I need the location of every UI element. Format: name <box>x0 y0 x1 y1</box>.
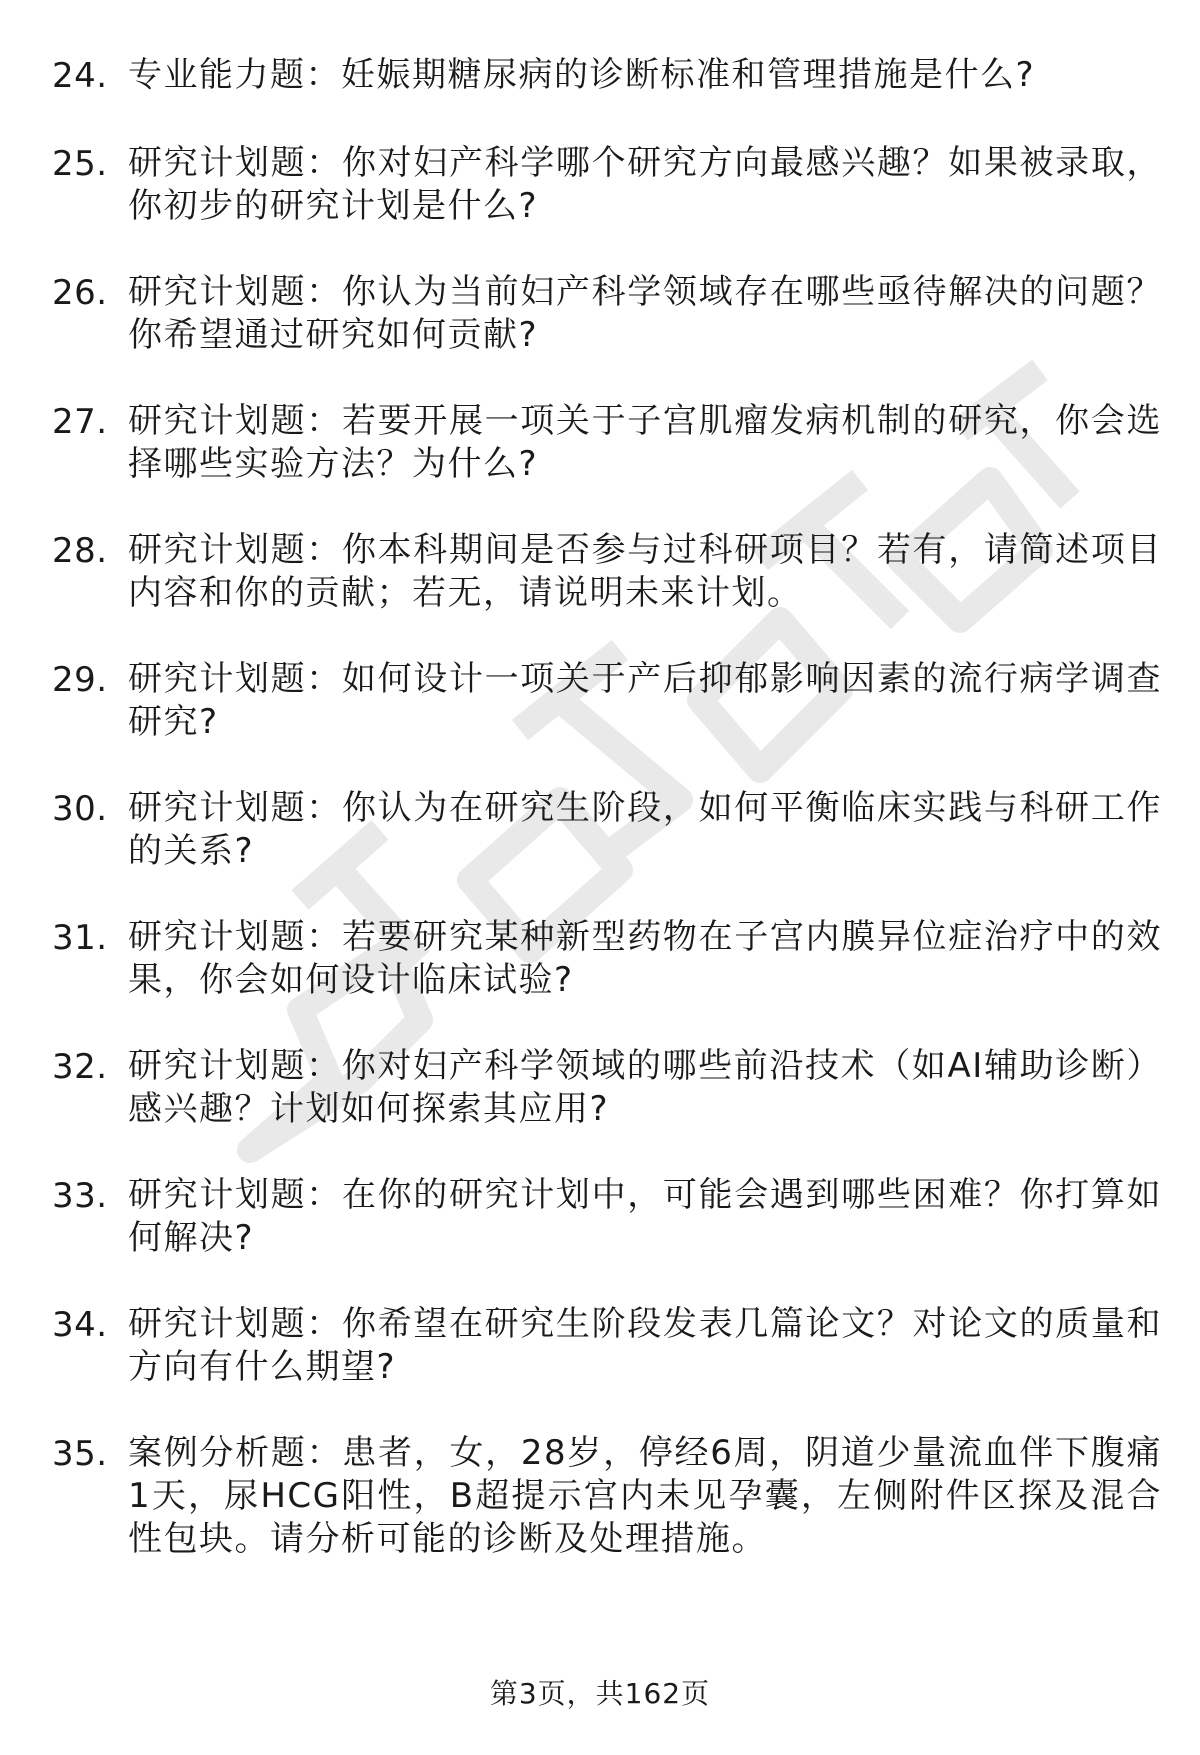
question-number: 32. <box>52 1047 108 1087</box>
question-text: 案例分析题：患者，女，28岁，停经6周，阴道少量流血伴下腹痛1天，尿HCG阳性，B超提示宫内未见孕囊，左侧附件区探及混合性包块。请分析可能的诊断及处理措施。 <box>128 1433 1162 1559</box>
question-text: 研究计划题：如何设计一项关于产后抑郁影响因素的流行病学调查研究? <box>128 659 1162 742</box>
question-text: 研究计划题：你对妇产科学哪个研究方向最感兴趣？如果被录取，你初步的研究计划是什么? <box>128 143 1162 226</box>
question-number: 34. <box>52 1305 108 1345</box>
question-item <box>52 400 1162 486</box>
question-text: 研究计划题：你对妇产科学领域的哪些前沿技术（如AI辅助诊断）感兴趣？计划如何探索其应用? <box>128 1046 1162 1129</box>
question-number: 35. <box>52 1434 108 1474</box>
question-number: 24. <box>52 56 108 96</box>
question-item <box>52 916 1162 1002</box>
question-text: 研究计划题：你认为在研究生阶段，如何平衡临床实践与科研工作的关系? <box>128 788 1162 871</box>
question-item <box>52 54 1162 99</box>
question-item <box>52 1303 1162 1389</box>
question-item <box>52 1174 1162 1260</box>
question-list <box>52 54 1162 1604</box>
question-number: 26. <box>52 273 108 313</box>
question-number: 25. <box>52 144 108 184</box>
question-item <box>52 142 1162 228</box>
question-text: 研究计划题：你本科期间是否参与过科研项目？若有，请简述项目内容和你的贡献；若无，请说明未来计划。 <box>128 530 1162 613</box>
question-number: 29. <box>52 660 108 700</box>
question-text: 研究计划题：在你的研究计划中，可能会遇到哪些困难？你打算如何解决? <box>128 1175 1162 1258</box>
question-number: 30. <box>52 789 108 829</box>
question-number: 33. <box>52 1176 108 1216</box>
question-number: 27. <box>52 402 108 442</box>
question-item <box>52 1045 1162 1131</box>
question-text: 专业能力题：妊娠期糖尿病的诊断标准和管理措施是什么? <box>128 55 1036 95</box>
question-text: 研究计划题：你认为当前妇产科学领域存在哪些亟待解决的问题？你希望通过研究如何贡献? <box>128 272 1162 355</box>
question-number: 28. <box>52 531 108 571</box>
question-item <box>52 658 1162 744</box>
question-item <box>52 1432 1162 1561</box>
question-item <box>52 271 1162 357</box>
question-number: 31. <box>52 918 108 958</box>
question-text: 研究计划题：你希望在研究生阶段发表几篇论文？对论文的质量和方向有什么期望? <box>128 1304 1162 1387</box>
question-text: 研究计划题：若要开展一项关于子宫肌瘤发病机制的研究，你会选择哪些实验方法？为什么? <box>128 401 1162 484</box>
question-item <box>52 787 1162 873</box>
question-text: 研究计划题：若要研究某种新型药物在子宫内膜异位症治疗中的效果，你会如何设计临床试验? <box>128 917 1162 1000</box>
question-item <box>52 529 1162 615</box>
page-footer: 第3页，共162页 <box>489 1677 711 1710</box>
